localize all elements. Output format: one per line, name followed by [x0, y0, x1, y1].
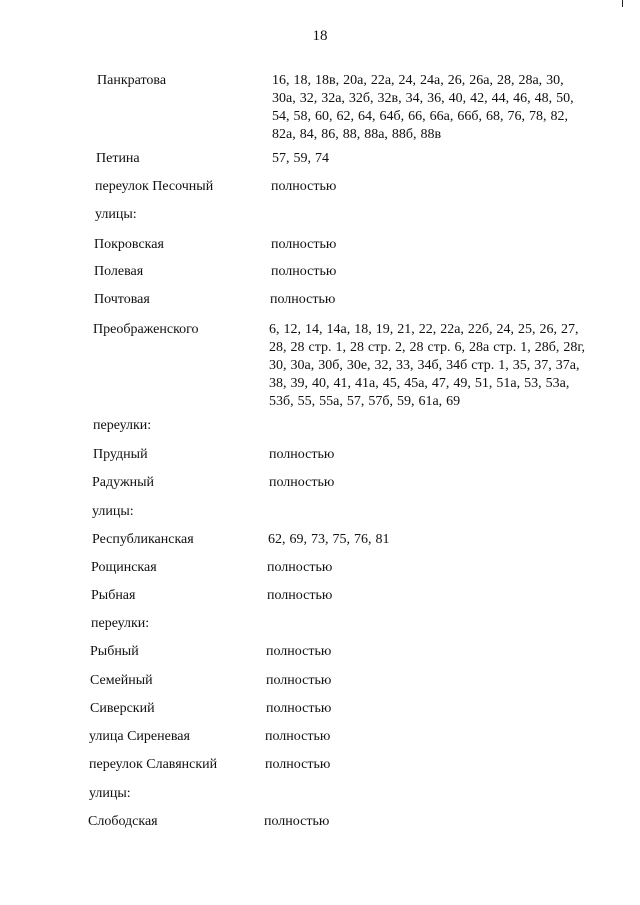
street-name: Семейный: [90, 673, 153, 688]
house-numbers: полностью: [269, 475, 335, 490]
street-name: Прудный: [93, 447, 148, 462]
house-numbers: полностью: [265, 729, 331, 744]
street-name: Рощинская: [91, 560, 157, 575]
house-numbers: полностью: [271, 264, 337, 279]
house-numbers: полностью: [267, 560, 333, 575]
street-name: Сиверский: [90, 701, 155, 716]
house-numbers: полностью: [266, 644, 332, 659]
street-name: Покровская: [94, 237, 164, 252]
house-numbers: полностью: [270, 292, 336, 307]
house-numbers: полностью: [271, 237, 337, 252]
street-name: Панкратова: [97, 73, 167, 88]
street-name: Преображенского: [93, 322, 199, 337]
house-numbers: полностью: [269, 447, 335, 462]
street-name: Слободская: [88, 814, 158, 829]
house-numbers: полностью: [264, 814, 330, 829]
street-name: переулок Славянский: [89, 757, 218, 772]
house-numbers: полностью: [266, 673, 332, 688]
street-name: Полевая: [94, 264, 144, 279]
street-name: улица Сиреневая: [89, 729, 190, 744]
street-name: Почтовая: [94, 292, 150, 307]
street-name: Рыбный: [90, 644, 139, 659]
house-numbers: полностью: [266, 701, 332, 716]
house-numbers: полностью: [265, 757, 331, 772]
house-numbers: 57, 59, 74: [272, 151, 329, 166]
street-name: улицы:: [92, 504, 134, 519]
street-name: Республиканская: [92, 532, 194, 547]
page-number: 18: [312, 28, 328, 44]
house-numbers: 62, 69, 73, 75, 76, 81: [268, 532, 390, 547]
street-name: улицы:: [95, 207, 137, 222]
street-name: Петина: [96, 151, 140, 166]
house-numbers: полностью: [267, 588, 333, 603]
street-name: Рыбная: [91, 588, 136, 603]
house-numbers: полностью: [271, 179, 337, 194]
street-name: переулки:: [91, 616, 150, 631]
street-name: Радужный: [92, 475, 155, 490]
house-numbers: 6, 12, 14, 14а, 18, 19, 21, 22, 22а, 22б, 24, 25, 26, 27, 28, 28 стр. 1, 28 стр. 2, 28 стр. 6, 28а стр. 1, 28б, 28г, 30, 30а, 30б, 30е, 32, 33, 34б, 34б стр. 1, 35, 37, 37а, 38, 39, 40, 41, 41а, 45, 45а, 47, 49, 51, 51а, 53, 53а, 53б, 55, 55а, 57, 57б, 59, 61а, 69: [269, 322, 586, 409]
street-name: переулок Песочный: [95, 179, 214, 194]
street-name: улицы:: [89, 786, 131, 801]
street-name: переулки:: [93, 418, 152, 433]
house-numbers: 16, 18, 18в, 20а, 22а, 24, 24а, 26, 26а, 28, 28а, 30, 30а, 32, 32а, 32б, 32в, 34, 36, 40, 42, 44, 46, 48, 50, 54, 58, 60, 62, 64, 64б, 66, 66а, 66б, 68, 76, 78, 82, 82а, 84, 86, 88, 88а, 88б, 88в: [272, 73, 574, 142]
scan-corner-mark: [622, 0, 623, 7]
